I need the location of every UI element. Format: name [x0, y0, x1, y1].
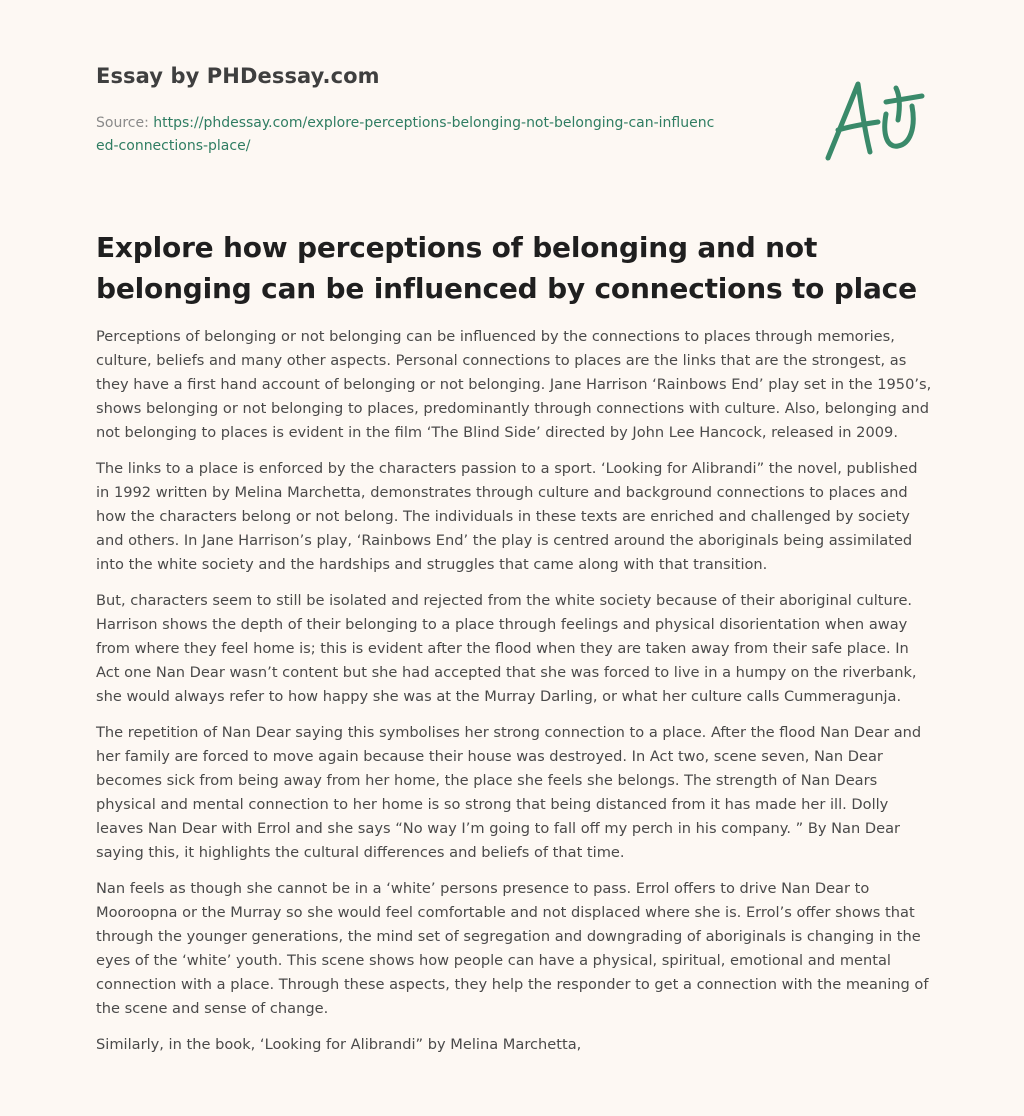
essay-paragraph: Perceptions of belonging or not belonging can be influenced by the connections to places through memories, culture, beliefs and many other aspects. Personal connections to places are the links that are the strongest, as they have a first hand account of belonging or not belonging. Jane Harrison ‘Rainbows End’ play set in the 1950’s, shows belonging or not belonging to places, predominantly through connections with culture. Also, belonging and not belonging to places is evident in the film ‘The Blind Side’ directed by John Lee Hancock, released in 2009.: [96, 328, 932, 441]
essay-paragraph: But, characters seem to still be isolated and rejected from the white society because of their aboriginal culture. Harrison shows the depth of their belonging to a place through feelings and physical disorientation when away from where they feel home is; this is evident after the flood when they are taken away from their safe place. In Act one Nan Dear wasn’t content but she had accepted that she was forced to live in a humpy on the riverbank, she would always refer to how happy she was at the Murray Darling, or what her culture calls Cummeragunja.: [96, 592, 917, 705]
essay-title: Explore how perceptions of belonging and not belonging can be influenced by connections to place: [96, 231, 917, 305]
essay-body: [96, 325, 932, 1069]
essay-paragraph: Similarly, in the book, ‘Looking for Alibrandi” by Melina Marchetta,: [96, 1036, 582, 1053]
a-plus-grade-icon: [818, 66, 930, 166]
source-line: [96, 112, 716, 158]
source-link[interactable]: https://phdessay.com/explore-perceptions-belonging-not-belonging-can-influenced-connections-place/: [96, 115, 715, 154]
essay-paragraph: The repetition of Nan Dear saying this symbolises her strong connection to a place. After the flood Nan Dear and her family are forced to move again because their house was destroyed. In Act two, scene seven, Nan Dear becomes sick from being away from her home, the place she feels she belongs. The strength of Nan Dears physical and mental connection to her home is so strong that being distanced from it has made her ill. Dolly leaves Nan Dear with Errol and she says “No way I’m going to fall off my perch in his company. ” By Nan Dear saying this, it highlights the cultural differences and beliefs of that time.: [96, 724, 922, 861]
site-title: Essay by PHDessay.com: [96, 64, 380, 88]
essay-paragraph: The links to a place is enforced by the characters passion to a sport. ‘Looking for Alibrandi” the novel, published in 1992 written by Melina Marchetta, demonstrates through culture and background connections to places and how the characters belong or not belong. The individuals in these texts are enriched and challenged by society and others. In Jane Harrison’s play, ‘Rainbows End’ the play is centred around the aboriginals being assimilated into the white society and the hardships and struggles that came along with that transition.: [96, 460, 918, 573]
essay-paragraph: Nan feels as though she cannot be in a ‘white’ persons presence to pass. Errol offers to drive Nan Dear to Mooroopna or the Murray so she would feel comfortable and not displaced where she is. Errol’s offer shows that through the younger generations, the mind set of segregation and downgrading of aboriginals is changing in the eyes of the ‘white’ youth. This scene shows how people can have a physical, spiritual, emotional and mental connection with a place. Through these aspects, they help the responder to get a connection with the meaning of the scene and sense of change.: [96, 880, 929, 1017]
source-label: Source:: [96, 115, 149, 131]
